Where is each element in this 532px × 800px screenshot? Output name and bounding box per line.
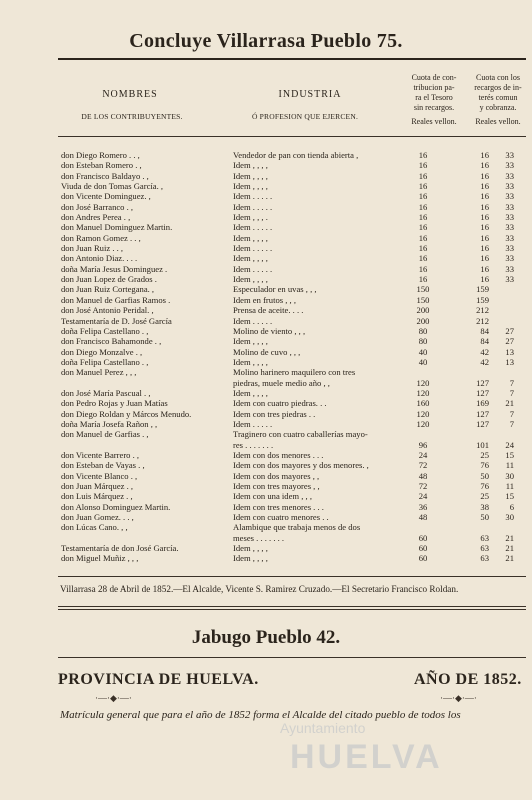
header-cuota1-unit: Reales vellon. bbox=[411, 117, 457, 126]
industry-text: Idem con tres piedras . . bbox=[233, 408, 316, 419]
quota-total-fraction: 11 bbox=[505, 481, 514, 491]
header-cuota2-line: y cobranza. bbox=[479, 103, 517, 112]
header-cuota1-line: sin recargos. bbox=[413, 103, 455, 112]
header-cuota1-line: tribucion pa- bbox=[413, 83, 455, 92]
quota-total-reales: 16 bbox=[480, 201, 489, 212]
quota-base: 200 bbox=[416, 315, 430, 326]
table-row bbox=[58, 378, 526, 388]
table-row bbox=[58, 543, 526, 553]
industry-text: Idem , , , , bbox=[233, 336, 268, 347]
quota-total-fraction: 7 bbox=[509, 408, 514, 419]
header-cuota1 bbox=[403, 73, 465, 127]
quota-total-fraction: 27 bbox=[505, 336, 514, 347]
contributor-name: don Vicente Dominguez. , bbox=[61, 191, 151, 202]
quota-base: 72 bbox=[418, 460, 428, 471]
quota-total-reales: 16 bbox=[480, 232, 489, 243]
table-row bbox=[58, 522, 526, 532]
contributors-table bbox=[58, 150, 526, 564]
quota-base: 24 bbox=[418, 491, 428, 502]
quota-total-fraction: 11 bbox=[505, 460, 514, 471]
industry-text: Idem . . . . . bbox=[233, 243, 273, 254]
quota-total-reales: 159 bbox=[476, 284, 489, 295]
page-title: Concluye Villarrasa Pueblo 75. bbox=[129, 30, 403, 52]
header-cuota2 bbox=[466, 73, 530, 127]
quota-total-reales: 76 bbox=[480, 460, 489, 471]
industry-text: Idem con tres mayores , , bbox=[233, 481, 320, 491]
table-row bbox=[58, 409, 526, 419]
quota-total-reales: 16 bbox=[480, 170, 489, 181]
quota-total-reales: 127 bbox=[476, 387, 489, 398]
contributor-name: don Francisco Baldayo . , bbox=[61, 170, 149, 181]
quota-base: 16 bbox=[418, 232, 428, 243]
table-row bbox=[58, 336, 526, 346]
industry-text: Idem , , , , bbox=[233, 553, 268, 564]
watermark-line: HUELVA bbox=[290, 738, 443, 776]
table-row bbox=[58, 171, 526, 181]
quota-base: 36 bbox=[418, 501, 428, 512]
industry-text: Idem , , , , bbox=[233, 387, 268, 398]
table-row bbox=[58, 191, 526, 201]
contributor-name: don Manuel de Garfias . , bbox=[61, 429, 149, 440]
table-row bbox=[58, 533, 526, 543]
matricula-text: Matrícula general que para el año de 1852 forma el Alcalde del citado pueblo de todos los bbox=[60, 709, 461, 721]
industry-text: Idem con tres menores . . . bbox=[233, 501, 324, 512]
quota-total-fraction: 33 bbox=[505, 243, 514, 254]
quota-total-reales: 63 bbox=[480, 532, 489, 543]
quota-total-reales: 42 bbox=[480, 356, 489, 367]
quota-total-fraction: 33 bbox=[505, 201, 514, 212]
quota-base: 80 bbox=[418, 325, 428, 336]
industry-text: Especulador en uvas , , , bbox=[233, 284, 317, 295]
quota-total-reales: 16 bbox=[480, 263, 489, 274]
table-row bbox=[58, 512, 526, 522]
table-row bbox=[58, 491, 526, 501]
quota-base: 80 bbox=[418, 336, 428, 347]
quota-total-reales: 16 bbox=[480, 274, 489, 285]
contributor-name: Testamentaría de don José García. bbox=[61, 543, 179, 554]
table-row bbox=[58, 429, 526, 439]
quota-base: 16 bbox=[418, 191, 428, 202]
quota-base: 120 bbox=[416, 387, 430, 398]
industry-text: Idem , , , , bbox=[233, 356, 268, 367]
industry-text: Molino de viento , , , bbox=[233, 325, 306, 336]
quota-base: 16 bbox=[418, 181, 428, 192]
contributor-name: don Diego Romero . . , bbox=[61, 150, 140, 160]
header-cuota2-unit: Reales vellon. bbox=[475, 117, 521, 126]
table-row bbox=[58, 553, 526, 563]
quota-total-reales: 127 bbox=[476, 377, 489, 388]
title-rule bbox=[58, 58, 526, 60]
quota-total-reales: 84 bbox=[480, 336, 489, 347]
table-row bbox=[58, 150, 526, 160]
industry-text: Idem . . . . . bbox=[233, 315, 273, 326]
quota-base: 72 bbox=[418, 481, 428, 491]
table-row bbox=[58, 305, 526, 315]
quota-total-reales: 50 bbox=[480, 470, 489, 481]
quota-base: 24 bbox=[418, 449, 428, 460]
quota-total-fraction: 30 bbox=[505, 512, 514, 523]
industry-text: Idem , , , , bbox=[233, 232, 268, 243]
contributor-name: don José Antonio Peridal. , bbox=[61, 305, 154, 316]
quota-total-fraction: 30 bbox=[505, 470, 514, 481]
industry-text: Idem , , , , bbox=[233, 160, 268, 171]
industry-text: Idem con dos menores . . . bbox=[233, 449, 324, 460]
footer-signature: Villarrasa 28 de Abril de 1852.—El Alcalde, Vicente S. Ramirez Cruzado.—El Secretario Francisco Roldan. bbox=[60, 584, 459, 594]
header-profesion: Ó PROFESION QUE EJERCEN. bbox=[251, 112, 359, 121]
contributor-name: doña Felipa Castellano . , bbox=[61, 325, 149, 336]
table-row bbox=[58, 181, 526, 191]
industry-text: Idem , , , , bbox=[233, 274, 268, 285]
quota-total-fraction: 24 bbox=[505, 439, 514, 450]
quota-base: 16 bbox=[418, 170, 428, 181]
section-title: Jabugo Pueblo 42. bbox=[191, 627, 341, 648]
quota-total-reales: 16 bbox=[480, 253, 489, 264]
table-row bbox=[58, 502, 526, 512]
contributor-name: doña Felipa Castellano . , bbox=[61, 356, 149, 367]
contributor-name: don José Barranco . , bbox=[61, 201, 134, 212]
table-row bbox=[58, 295, 526, 305]
contributor-name: don Manuel de Garfias Ramos . bbox=[61, 294, 171, 305]
quota-base: 60 bbox=[418, 543, 428, 554]
contributor-name: don Juan Ruiz . . , bbox=[61, 243, 124, 254]
contributor-name: don Juan Lopez de Grados . bbox=[61, 274, 157, 285]
industry-text: Idem , , , . bbox=[233, 212, 268, 223]
contributor-name: don Esteban de Vayas . , bbox=[61, 460, 145, 471]
header-cuota1-line: Cuota de con- bbox=[411, 73, 457, 82]
quota-total-reales: 212 bbox=[476, 305, 489, 316]
quota-total-reales: 127 bbox=[476, 408, 489, 419]
contributor-name: don Juan Ruiz Corteganа. , bbox=[61, 284, 155, 295]
industry-text: Molino de cuvo , , , bbox=[233, 346, 301, 357]
table-row bbox=[58, 388, 526, 398]
quota-total-reales: 16 bbox=[480, 181, 489, 192]
quota-base: 48 bbox=[418, 512, 428, 523]
quota-total-reales: 212 bbox=[476, 315, 489, 326]
quota-total-fraction: 33 bbox=[505, 212, 514, 223]
header-rule bbox=[58, 136, 526, 137]
quota-total-fraction: 27 bbox=[505, 325, 514, 336]
industry-text: Vendedor de pan con tienda abierta , bbox=[233, 150, 359, 160]
quota-base: 16 bbox=[418, 201, 428, 212]
quota-base: 16 bbox=[418, 263, 428, 274]
quota-base: 16 bbox=[418, 243, 428, 254]
contributor-name: don Antonio Diaz. . . . bbox=[61, 253, 138, 264]
contributor-name: don Miguel Muñiz , , , bbox=[61, 553, 139, 564]
quota-base: 150 bbox=[416, 294, 430, 305]
quota-base: 16 bbox=[418, 222, 428, 233]
table-row bbox=[58, 450, 526, 460]
quota-total-fraction: 33 bbox=[505, 150, 514, 160]
quota-base: 40 bbox=[418, 356, 428, 367]
quota-total-fraction: 13 bbox=[505, 346, 514, 357]
contributor-name: doña María Jesus Dominguez . bbox=[61, 263, 168, 274]
quota-total-fraction: 6 bbox=[509, 501, 514, 512]
quota-base: 60 bbox=[418, 532, 428, 543]
quota-total-fraction: 33 bbox=[505, 232, 514, 243]
industry-text: Idem , , , , bbox=[233, 181, 268, 192]
contributor-name: don Francisco Bahamonde . , bbox=[61, 336, 162, 347]
quota-total-fraction: 13 bbox=[505, 356, 514, 367]
quota-total-fraction: 33 bbox=[505, 181, 514, 192]
quota-total-reales: 16 bbox=[480, 222, 489, 233]
quota-total-reales: 169 bbox=[476, 398, 489, 409]
quota-total-reales: 16 bbox=[480, 212, 489, 223]
quota-base: 16 bbox=[418, 150, 428, 160]
industry-text: Idem . . . . . bbox=[233, 191, 273, 202]
table-row bbox=[58, 357, 526, 367]
quota-base: 16 bbox=[418, 253, 428, 264]
contributor-name: Viuda de don Tomas García. , bbox=[61, 181, 164, 192]
contributor-name: don Juan Márquez . , bbox=[61, 481, 134, 491]
industry-text: piedras, muele medio año , , bbox=[233, 377, 330, 388]
watermark-line: Ayuntamiento bbox=[280, 720, 366, 736]
quota-total-reales: 84 bbox=[480, 325, 489, 336]
quota-total-fraction: 33 bbox=[505, 222, 514, 233]
industry-text: Idem con cuatro menores . . bbox=[233, 512, 329, 523]
quota-total-reales: 63 bbox=[480, 553, 489, 564]
quota-total-reales: 50 bbox=[480, 512, 489, 523]
table-row bbox=[58, 264, 526, 274]
table-row bbox=[58, 440, 526, 450]
quota-base: 16 bbox=[418, 160, 428, 171]
industry-text: Idem , , , , bbox=[233, 543, 268, 554]
contributor-name: don Juan Gomez. . . , bbox=[61, 512, 134, 523]
contributor-name: don Ramon Gomez . . , bbox=[61, 232, 141, 243]
table-row bbox=[58, 367, 526, 377]
quota-total-fraction: 33 bbox=[505, 191, 514, 202]
table-row bbox=[58, 222, 526, 232]
quota-total-fraction: 33 bbox=[505, 170, 514, 181]
industry-text: Idem . . . . . bbox=[233, 201, 273, 212]
industry-text: Molino harinero maquilero con tres bbox=[233, 367, 356, 378]
quota-base: 60 bbox=[418, 553, 428, 564]
contributor-name: don Vicente Barrero . , bbox=[61, 449, 140, 460]
table-row bbox=[58, 160, 526, 170]
header-cuota2-line: recargos de in- bbox=[474, 83, 522, 92]
quota-total-reales: 76 bbox=[480, 481, 489, 491]
contributor-name: don Pedro Rojas y Juan Matías bbox=[61, 398, 168, 409]
year-heading: AÑO DE 1852. bbox=[414, 671, 522, 688]
table-bottom-rule bbox=[58, 576, 526, 577]
contributor-name: don Manuel Dominguez Martin. bbox=[61, 222, 173, 233]
quota-base: 16 bbox=[418, 212, 428, 223]
industry-text: Idem en frutos , , , bbox=[233, 294, 297, 305]
contributor-name: don Diego Roldan y Márcos Menudo. bbox=[61, 408, 192, 419]
quota-base: 48 bbox=[418, 470, 428, 481]
contributor-name: don Vicente Blanco . , bbox=[61, 470, 138, 481]
quota-total-reales: 16 bbox=[480, 160, 489, 171]
table-row bbox=[58, 460, 526, 470]
contributor-name: don Diego Monzalve . , bbox=[61, 346, 143, 357]
quota-total-fraction: 33 bbox=[505, 263, 514, 274]
table-row bbox=[58, 253, 526, 263]
quota-base: 120 bbox=[416, 377, 430, 388]
industry-text: Alambique que trabaja menos de dos bbox=[233, 522, 361, 533]
quota-total-fraction: 33 bbox=[505, 253, 514, 264]
header-contribuyentes: DE LOS CONTRIBUYENTES. bbox=[81, 112, 183, 121]
contributor-name: don Luis Márquez . , bbox=[61, 491, 133, 502]
contributor-name: don Esteban Romero . , bbox=[61, 160, 142, 171]
quota-base: 160 bbox=[416, 398, 430, 409]
quota-base: 120 bbox=[416, 418, 430, 429]
quota-total-reales: 25 bbox=[480, 449, 489, 460]
quota-base: 200 bbox=[416, 305, 430, 316]
quota-total-reales: 101 bbox=[476, 439, 489, 450]
header-cuota1-line: ra el Tesoro bbox=[415, 93, 453, 102]
table-row bbox=[58, 233, 526, 243]
quota-base: 16 bbox=[418, 274, 428, 285]
quota-total-reales: 63 bbox=[480, 543, 489, 554]
ornament-flourish: ·—·◆·—· bbox=[440, 693, 477, 703]
quota-base: 150 bbox=[416, 284, 430, 295]
quota-total-fraction: 21 bbox=[505, 398, 514, 409]
quota-total-fraction: 21 bbox=[505, 532, 514, 543]
table-row bbox=[58, 212, 526, 222]
table-row bbox=[58, 274, 526, 284]
quota-total-reales: 25 bbox=[480, 491, 489, 502]
quota-total-fraction: 21 bbox=[505, 553, 514, 564]
contributor-name: doña María Josefa Rañon , , bbox=[61, 418, 158, 429]
industry-text: Idem . . . . . bbox=[233, 418, 273, 429]
contributor-name: Testamentaría de D. José García bbox=[61, 315, 172, 326]
industry-text: Idem , , , , bbox=[233, 253, 268, 264]
table-row bbox=[58, 419, 526, 429]
quota-base: 96 bbox=[418, 439, 428, 450]
contributor-name: don Manuel Perez , , , bbox=[61, 367, 137, 378]
table-row bbox=[58, 316, 526, 326]
quota-total-reales: 16 bbox=[480, 191, 489, 202]
quota-total-reales: 127 bbox=[476, 418, 489, 429]
quota-total-fraction: 33 bbox=[505, 160, 514, 171]
quota-total-fraction: 7 bbox=[509, 377, 514, 388]
industry-text: Idem . . . . . bbox=[233, 222, 273, 233]
quota-total-fraction: 15 bbox=[505, 449, 514, 460]
table-row bbox=[58, 284, 526, 294]
quota-total-reales: 16 bbox=[480, 150, 489, 160]
industry-text: Idem con dos mayores , , bbox=[233, 470, 320, 481]
contributor-name: don Andres Perea . , bbox=[61, 212, 131, 223]
quota-total-reales: 42 bbox=[480, 346, 489, 357]
table-row bbox=[58, 481, 526, 491]
header-nombres: NOMBRES bbox=[102, 89, 158, 100]
industry-text: Idem con dos mayores y dos menores. , bbox=[233, 460, 369, 471]
footer-rule-2 bbox=[58, 609, 526, 610]
ornament-flourish: ·—·◆·—· bbox=[95, 693, 132, 703]
table-row bbox=[58, 347, 526, 357]
footer-rule bbox=[58, 606, 526, 607]
industry-text: meses . . . . . . . bbox=[233, 532, 285, 543]
industry-text: Idem con una idem , , , bbox=[233, 491, 312, 502]
industry-text: res . . . . . . . bbox=[233, 439, 274, 450]
contributor-name: don Lúcas Cano. , , bbox=[61, 522, 128, 533]
industry-text: Prensa de aceite. . . . bbox=[233, 305, 304, 316]
table-row bbox=[58, 326, 526, 336]
quota-base: 120 bbox=[416, 408, 430, 419]
header-industria: INDUSTRIA bbox=[278, 89, 342, 100]
table-row bbox=[58, 471, 526, 481]
quota-total-fraction: 7 bbox=[509, 387, 514, 398]
industry-text: Idem , , , , bbox=[233, 170, 268, 181]
table-row bbox=[58, 202, 526, 212]
quota-base: 40 bbox=[418, 346, 428, 357]
table-row bbox=[58, 243, 526, 253]
quota-total-fraction: 21 bbox=[505, 543, 514, 554]
industry-text: Idem con cuatro piedras. . . bbox=[233, 398, 327, 409]
contributor-name: don José María Pascual . , bbox=[61, 387, 151, 398]
contributor-name: don Alonso Dominguez Martin. bbox=[61, 501, 171, 512]
header-cuota2-line: Cuota con los bbox=[476, 73, 520, 82]
quota-total-reales: 38 bbox=[480, 501, 489, 512]
industry-text: Traginero con cuatro caballerías mayo- bbox=[233, 429, 368, 440]
quota-total-fraction: 33 bbox=[505, 274, 514, 285]
quota-total-fraction: 15 bbox=[505, 491, 514, 502]
industry-text: Idem . . . . . bbox=[233, 263, 273, 274]
header-cuota2-line: terés comun bbox=[478, 93, 518, 102]
quota-total-fraction: 7 bbox=[509, 418, 514, 429]
quota-total-reales: 159 bbox=[476, 294, 489, 305]
quota-total-reales: 16 bbox=[480, 243, 489, 254]
section-rule bbox=[58, 657, 526, 658]
provincia-heading: PROVINCIA DE HUELVA. bbox=[58, 671, 259, 688]
table-row bbox=[58, 398, 526, 408]
